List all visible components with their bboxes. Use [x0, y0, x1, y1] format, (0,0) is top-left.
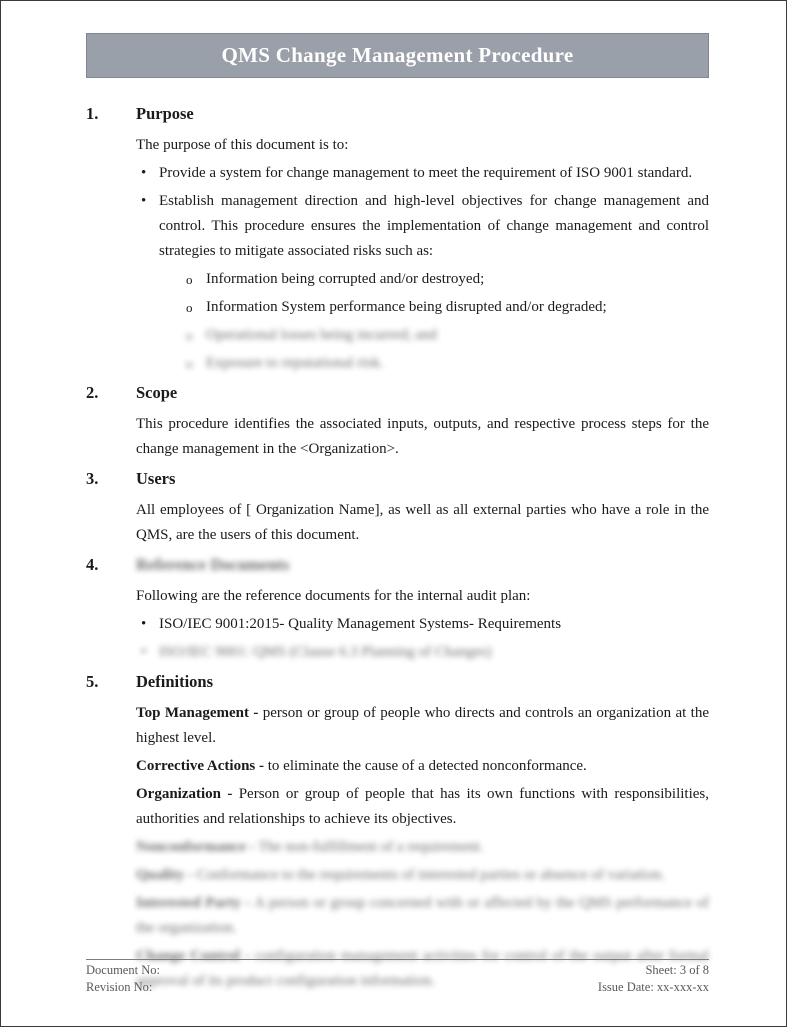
section-body	[136, 412, 709, 462]
footer-right	[598, 962, 709, 996]
section-number: 2.	[86, 383, 99, 402]
bullet-item	[136, 612, 709, 637]
section-title: Users	[136, 469, 176, 488]
bullet-icon: •	[141, 644, 147, 660]
document-title: QMS Change Management Procedure	[221, 43, 574, 67]
definition-term: Change Control -	[136, 948, 251, 964]
bullet-icon: •	[141, 616, 147, 632]
sub-bullet-item-redacted	[136, 351, 709, 376]
document-no-label: Document No:	[86, 963, 160, 977]
purpose-intro: The purpose of this document is to:	[136, 137, 349, 153]
issue-date-label: Issue Date: xx-xxx-xx	[597, 980, 709, 994]
definition-term: Organization -	[136, 786, 233, 802]
definition-text: Conformance to the requirements of interested parties or absence of variation.	[193, 867, 665, 883]
section-purpose	[86, 102, 709, 376]
definition-item-redacted	[136, 863, 709, 888]
section-scope	[86, 381, 709, 462]
page-footer	[86, 959, 709, 996]
definition-text: A person or group concerned with or affected by the QMS performance of the organization.	[136, 895, 709, 936]
section-body	[136, 584, 709, 665]
section-body	[136, 498, 709, 548]
sub-bullet-item	[136, 295, 709, 320]
circle-bullet-icon: o	[186, 272, 193, 287]
definition-term: Quality -	[136, 867, 194, 883]
footer-left	[86, 962, 160, 996]
bullet-text-redacted: ISO/IEC 9001: QMS (Clause 6.3 Planning of Changes)	[159, 644, 492, 660]
sheet-label: Sheet: 3 of 8	[645, 963, 709, 977]
definition-item	[136, 701, 709, 751]
definition-term: Corrective Actions -	[136, 758, 265, 774]
bullet-text: ISO/IEC 9001:2015- Quality Management Systems- Requirements	[159, 616, 562, 632]
section-body	[136, 133, 709, 376]
circle-bullet-icon: o	[186, 300, 193, 315]
users-paragraph: All employees of [ Organization Name], as well as all external parties who have a role in the QMS, are the users of this document.	[136, 502, 709, 543]
definition-term: Top Management -	[136, 705, 259, 721]
definition-text: Person or group of people that has its own functions with responsibilities, authorities and relationships to achieve its objectives.	[136, 786, 709, 827]
circle-bullet-icon: o	[186, 356, 193, 371]
section-heading-row	[86, 670, 709, 694]
bullet-text: Establish management direction and high-level objectives for change management and control. This procedure ensures the implementation of change management and control strategies to mitigate associated risks such as:	[159, 193, 709, 259]
definition-item-redacted	[136, 835, 709, 860]
section-heading-row	[86, 467, 709, 491]
section-number: 5.	[86, 672, 99, 691]
section-heading-row	[86, 102, 709, 126]
scope-paragraph: This procedure identifies the associated inputs, outputs, and respective process steps for the change management in the <Organization>.	[136, 416, 709, 457]
section-number: 4.	[86, 555, 99, 574]
section-users	[86, 467, 709, 548]
definition-term: Interested Party -	[136, 895, 251, 911]
definition-item	[136, 782, 709, 832]
section-number: 3.	[86, 469, 99, 488]
bullet-item-redacted	[136, 640, 709, 665]
section-reference-documents	[86, 553, 709, 665]
bullet-item	[136, 189, 709, 264]
sub-bullet-text: Information System performance being disrupted and/or degraded;	[206, 299, 607, 315]
section-heading-row	[86, 553, 709, 577]
section-title: Purpose	[136, 104, 194, 123]
reference-intro: Following are the reference documents for the internal audit plan:	[136, 588, 531, 604]
sub-bullet-item	[136, 267, 709, 292]
document-body	[86, 78, 709, 994]
bullet-icon: •	[141, 193, 147, 209]
circle-bullet-icon: o	[186, 328, 193, 343]
sub-bullet-text: Information being corrupted and/or destroyed;	[206, 271, 485, 287]
section-title: Definitions	[136, 672, 214, 691]
section-number: 1.	[86, 104, 99, 123]
definition-text: configuration management activities for control of the output after formal approval of its product configuration information.	[136, 948, 709, 989]
bullet-icon: •	[141, 165, 147, 181]
definition-item	[136, 754, 709, 779]
bullet-text: Provide a system for change management to meet the requirement of ISO 9001 standard.	[159, 165, 693, 181]
bullet-item	[136, 161, 709, 186]
revision-no-label: Revision No:	[86, 980, 153, 994]
sub-bullet-text-redacted: Exposure to reputational risk.	[206, 355, 384, 371]
document-title-banner	[86, 33, 709, 78]
sub-bullet-text-redacted: Operational losses being incurred; and	[206, 327, 437, 343]
definition-item-redacted	[136, 891, 709, 941]
definition-text: to eliminate the cause of a detected nonconformance.	[264, 758, 587, 774]
sub-bullet-item-redacted	[136, 323, 709, 348]
definition-text: The non-fulfillment of a requirement.	[254, 839, 484, 855]
section-body	[136, 701, 709, 994]
definition-text: person or group of people who directs and controls an organization at the highest level.	[136, 705, 710, 746]
section-title: Scope	[136, 383, 178, 402]
definition-term: Nonconformance -	[136, 839, 255, 855]
section-title-redacted: Reference Documents	[136, 555, 290, 574]
section-definitions	[86, 670, 709, 994]
section-heading-row	[86, 381, 709, 405]
